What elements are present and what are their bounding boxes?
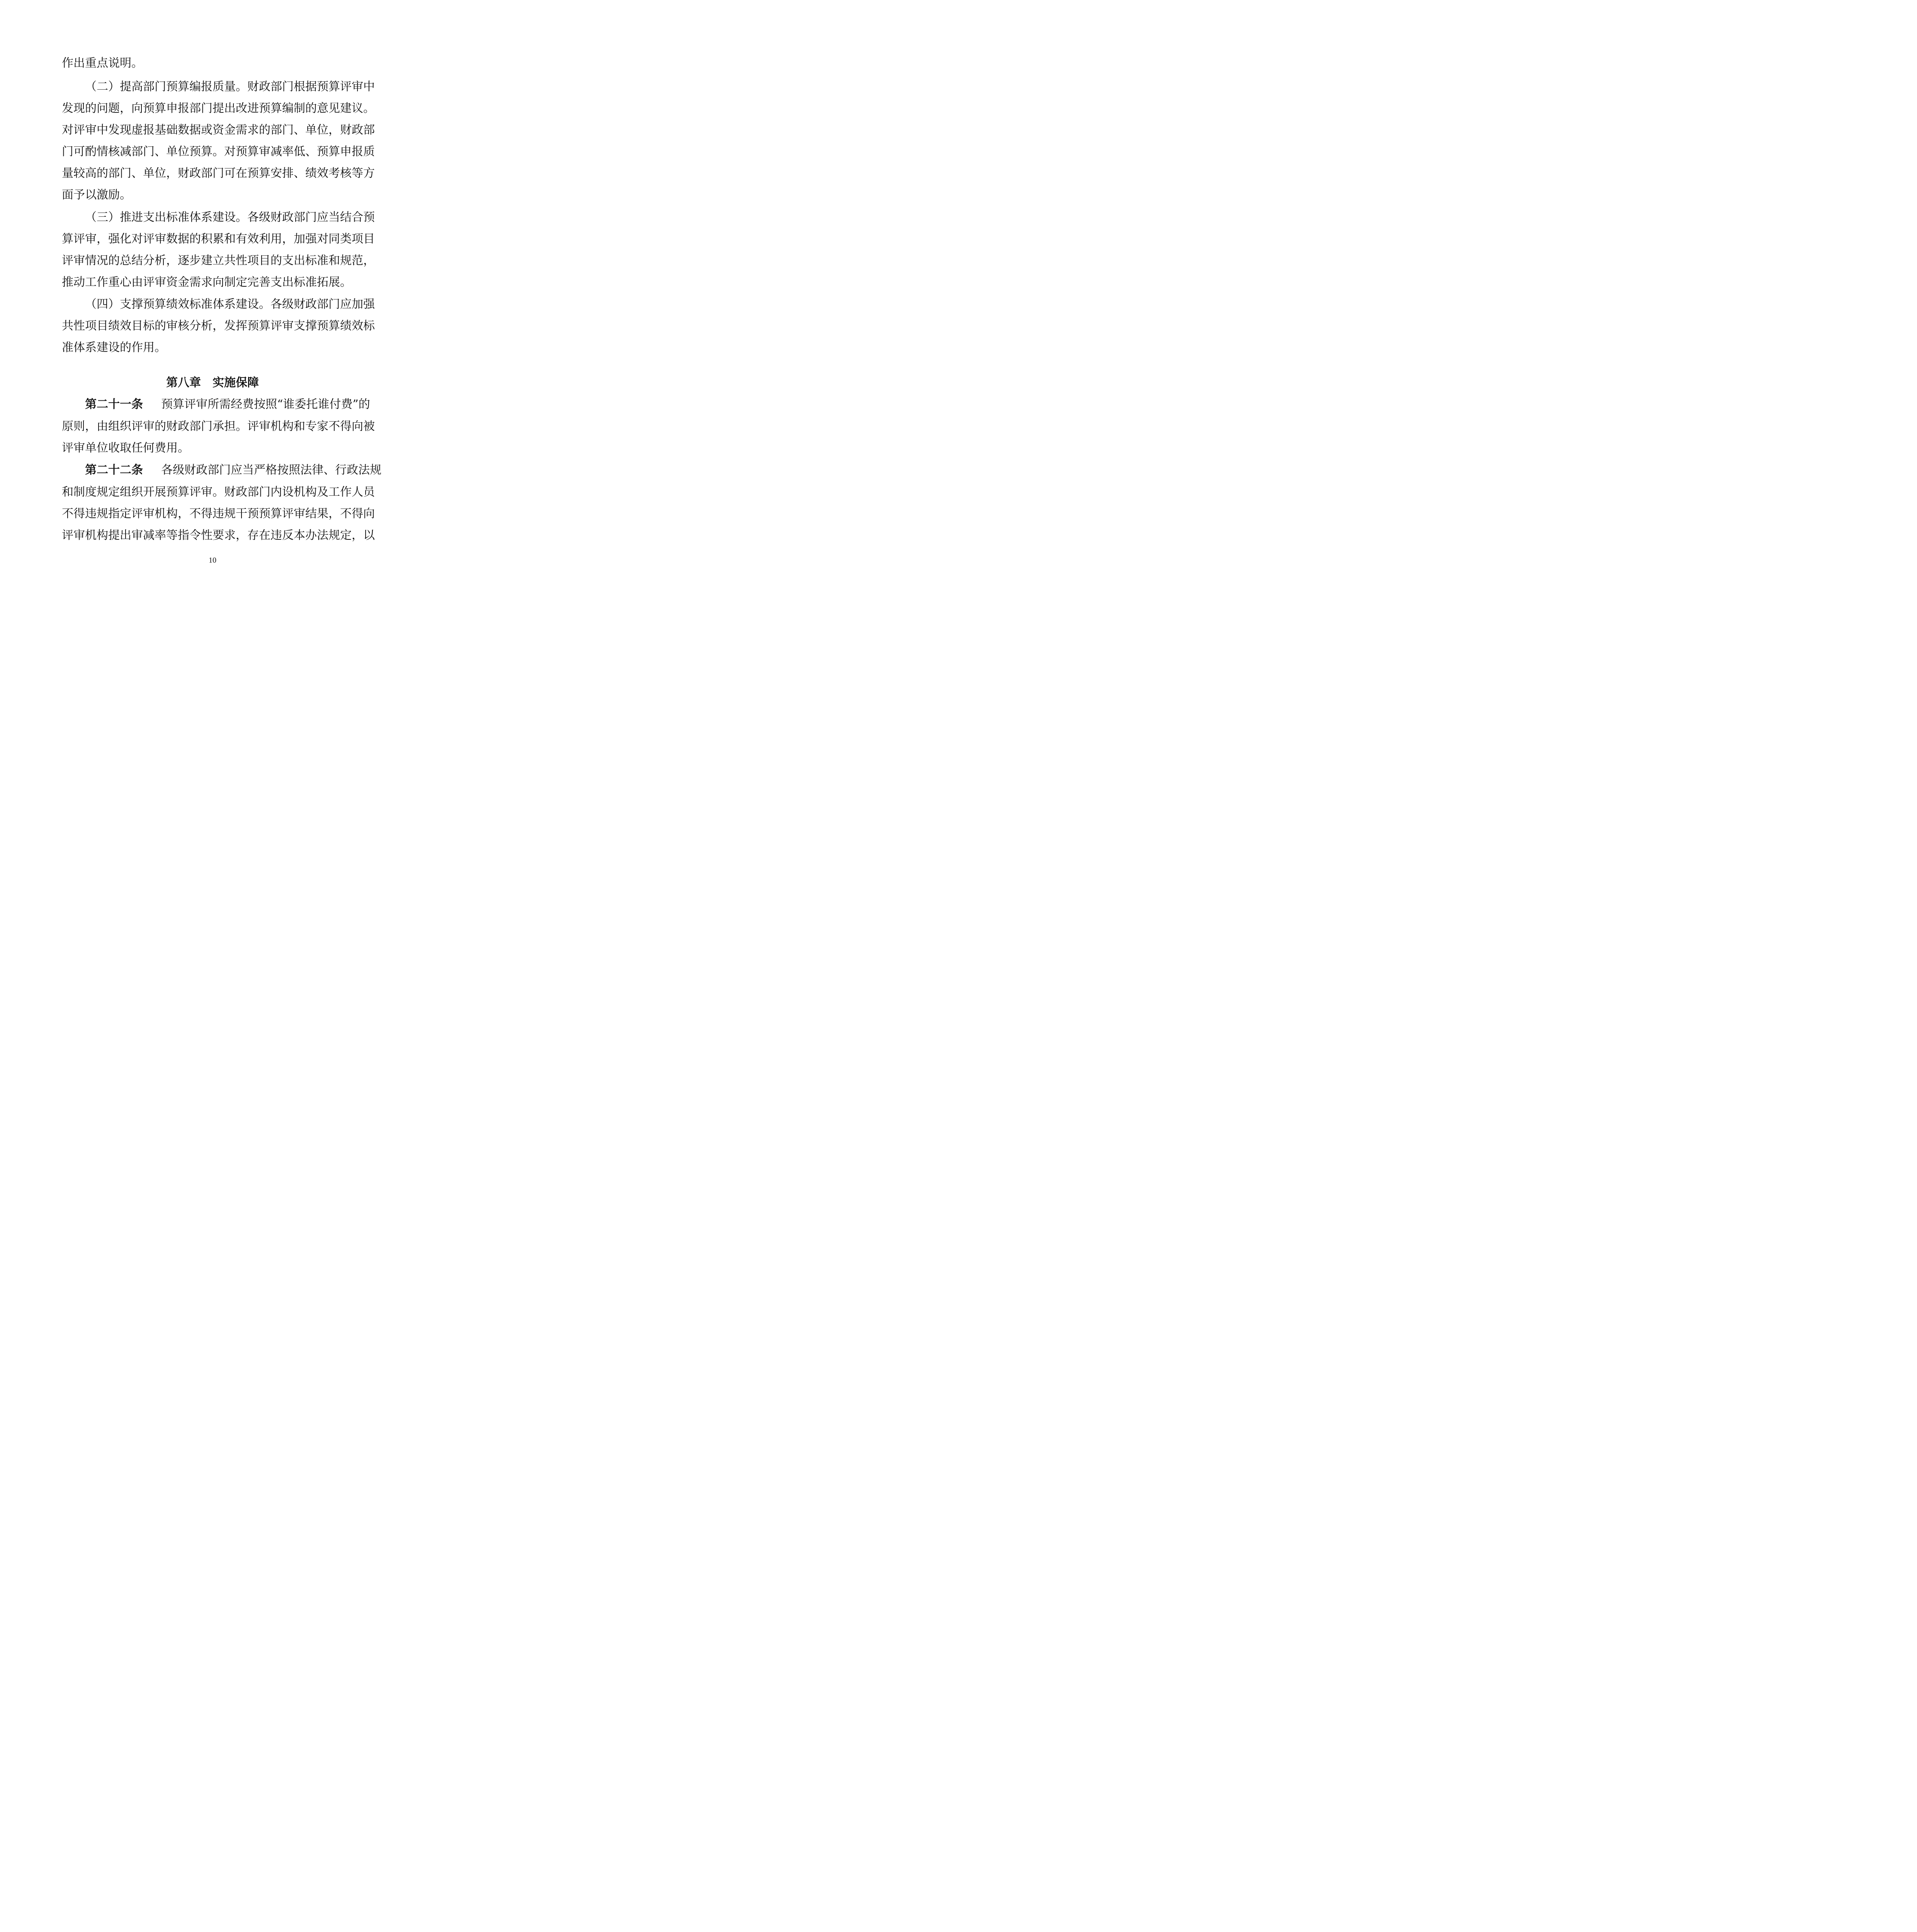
paragraph-line: 对评审中发现虚报基础数据或资金需求的部门、单位，财政部 — [62, 123, 375, 137]
paragraph-line: 共性项目绩效目标的审核分析，发挥预算评审支撑预算绩效标 — [62, 319, 375, 333]
paragraph-line: 作出重点说明。 — [62, 56, 143, 70]
chapter-heading: 第八章 实施保障 — [166, 376, 259, 389]
paragraph-line: 评审单位收取任何费用。 — [62, 441, 189, 455]
article-line — [85, 394, 370, 415]
paragraph-line: 评审情况的总结分析，逐步建立共性项目的支出标准和规范， — [62, 254, 375, 267]
article-text: 各级财政部门应当严格按照法律、行政法规 — [161, 463, 382, 477]
paragraph-line: 和制度规定组织开展预算评审。财政部门内设机构及工作人员 — [62, 485, 375, 499]
paragraph-line: 不得违规指定评审机构，不得违规干预预算评审结果，不得向 — [62, 507, 375, 520]
article-label: 第二十一条 — [85, 398, 143, 411]
paragraph-line: 量较高的部门、单位，财政部门可在预算安排、绩效考核等方 — [62, 167, 375, 180]
paragraph-line: 算评审，强化对评审数据的积累和有效利用，加强对同类项目 — [62, 232, 375, 246]
article-label: 第二十二条 — [85, 463, 143, 477]
paragraph-line: 准体系建设的作用。 — [62, 341, 166, 354]
paragraph-line: 面予以激励。 — [62, 188, 131, 202]
article-text: 预算评审所需经费按照“谁委托谁付费”的 — [161, 398, 370, 411]
document-page — [0, 0, 425, 601]
page-number: 10 — [209, 556, 216, 565]
paragraph-line: （三）推进支出标准体系建设。各级财政部门应当结合预 — [85, 211, 375, 224]
paragraph-line: 门可酌情核减部门、单位预算。对预算审减率低、预算申报质 — [62, 145, 375, 158]
paragraph-line: （二）提高部门预算编报质量。财政部门根据预算评审中 — [85, 80, 375, 94]
article-line — [85, 460, 382, 481]
paragraph-line: 推动工作重心由评审资金需求向制定完善支出标准拓展。 — [62, 276, 352, 289]
paragraph-line: 原则，由组织评审的财政部门承担。评审机构和专家不得向被 — [62, 420, 375, 433]
paragraph-line: 发现的问题，向预算申报部门提出改进预算编制的意见建议。 — [62, 102, 375, 115]
paragraph-line: 评审机构提出审减率等指令性要求，存在违反本办法规定，以 — [62, 529, 375, 542]
paragraph-line: （四）支撑预算绩效标准体系建设。各级财政部门应加强 — [85, 298, 375, 311]
